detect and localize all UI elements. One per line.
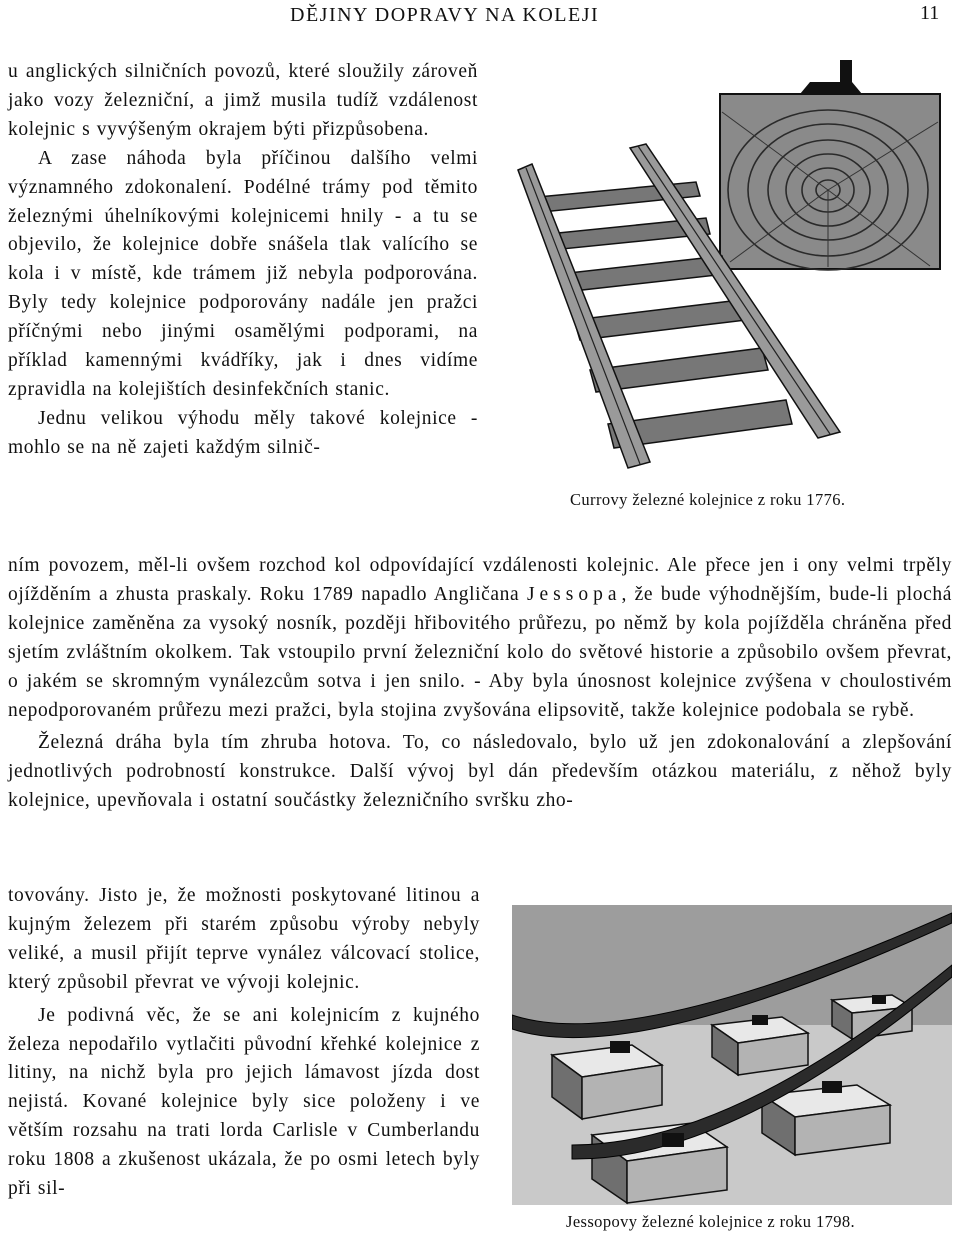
curr-rails-illustration: [510, 52, 950, 477]
page-number: 11: [920, 2, 940, 24]
running-header: DĚJINY DOPRAVY NA KOLEJI: [290, 4, 600, 26]
paragraph-4-continued: tovovány. Jisto je, že možnosti poskytované litinou a kujným železem při starém způsobu výroby nebyly veliké, a musil přijít teprve vynález válcovací stolice, který způsobil převrat ve vývoji kolejnic.: [8, 885, 480, 993]
paragraph-3-start: Jednu velikou výhodu měly takové kolejnice - mohlo se na ně zajeti každým silnič-: [8, 407, 478, 458]
paragraph-2: A zase náhoda byla příčinou dalšího velmi významného zdokonalení. Podélné trámy pod těmito železnými úhelníkovými kolejnicemi hnily - a tu se objevilo, že kolejnice dobře snášela tlak valícího se kola i v místě, kde trámem již nebyla podporována. Byly tedy kolejnice podporovány nadále jen pražci příčnými nebo jinými osamělými podporami, na příklad kamennými kvádříky, jak i dnes vidíme zpravidla na kolejištích desinfekčních stanic.: [8, 147, 478, 400]
paragraph-5: Je podivná věc, že se ani kolejnicím z kujného železa nepodařilo vytlačiti původní křehké kolejnice z litiny, na nichž byla pro jejich lámavost jízda dost nejistá. Kované kolejnice byly sice položeny i ve větším rozsahu na trati lorda Carlisle v Cumberlandu roku 1808 a zkušenost ukázala, že po osmi letech byly při sil-: [8, 1004, 480, 1200]
paragraph-3-continued: [8, 552, 952, 725]
paragraph-3-text-b: , že bude výhodnějším, bude-li plochá kolejnice zaměněna za vysoký nosník, později hřibovitého průřezu, po němž by kola pojížděla chráněna před sjetím zvláštním okolkem. Tak vstoupilo první železniční kolo do světové historie a způsobilo ovšem převrat, o jakém se skromným vynálezcům sotva i jen snilo. - Aby byla únosnost kolejnice zvýšena v choulostivém nepodporovaném průřezu mezi pražci, byla stojina zvyšována elipsovitě, takže kolejnice podobala se rybě.: [8, 583, 952, 721]
full-width-text: [8, 552, 952, 816]
paragraph-4: Železná dráha byla tím zhruba hotova. To, co následovalo, bylo už jen zdokonalování a zlepšování jednotlivých podrobností konstrukce. Další vývoj byl dán především otázkou materiálu, z něhož byly kolejnice, upevňovala i ostatní součástky železničního svršku zho-: [8, 732, 952, 812]
figure-caption-top: Currovy železné kolejnice z roku 1776.: [570, 490, 846, 509]
intro-column: [8, 58, 478, 463]
sleeper-cross-section: [720, 60, 940, 270]
jessop-name: Jessopa: [526, 583, 622, 605]
figure-caption-bottom: Jessopovy železné kolejnice z roku 1798.: [566, 1212, 856, 1231]
bottom-column: [8, 882, 480, 1204]
paragraph-1: u anglických silničních povozů, které sloužily zároveň jako vozy železniční, a jimž musila tudíž vzdálenost kolejnic s vyvýšeným okrajem býti přizpůsobena.: [8, 61, 478, 140]
jessop-rails-illustration: [512, 905, 952, 1205]
paragraph-3-text-a: ním povozem, měl-li ovšem rozchod kol odpovídající vzdálenosti kolejnic. Ale přece jen i ony velmi trpěly ojížděním a zhusta praskaly. Roku 1789 napadlo Angličana: [8, 555, 952, 605]
